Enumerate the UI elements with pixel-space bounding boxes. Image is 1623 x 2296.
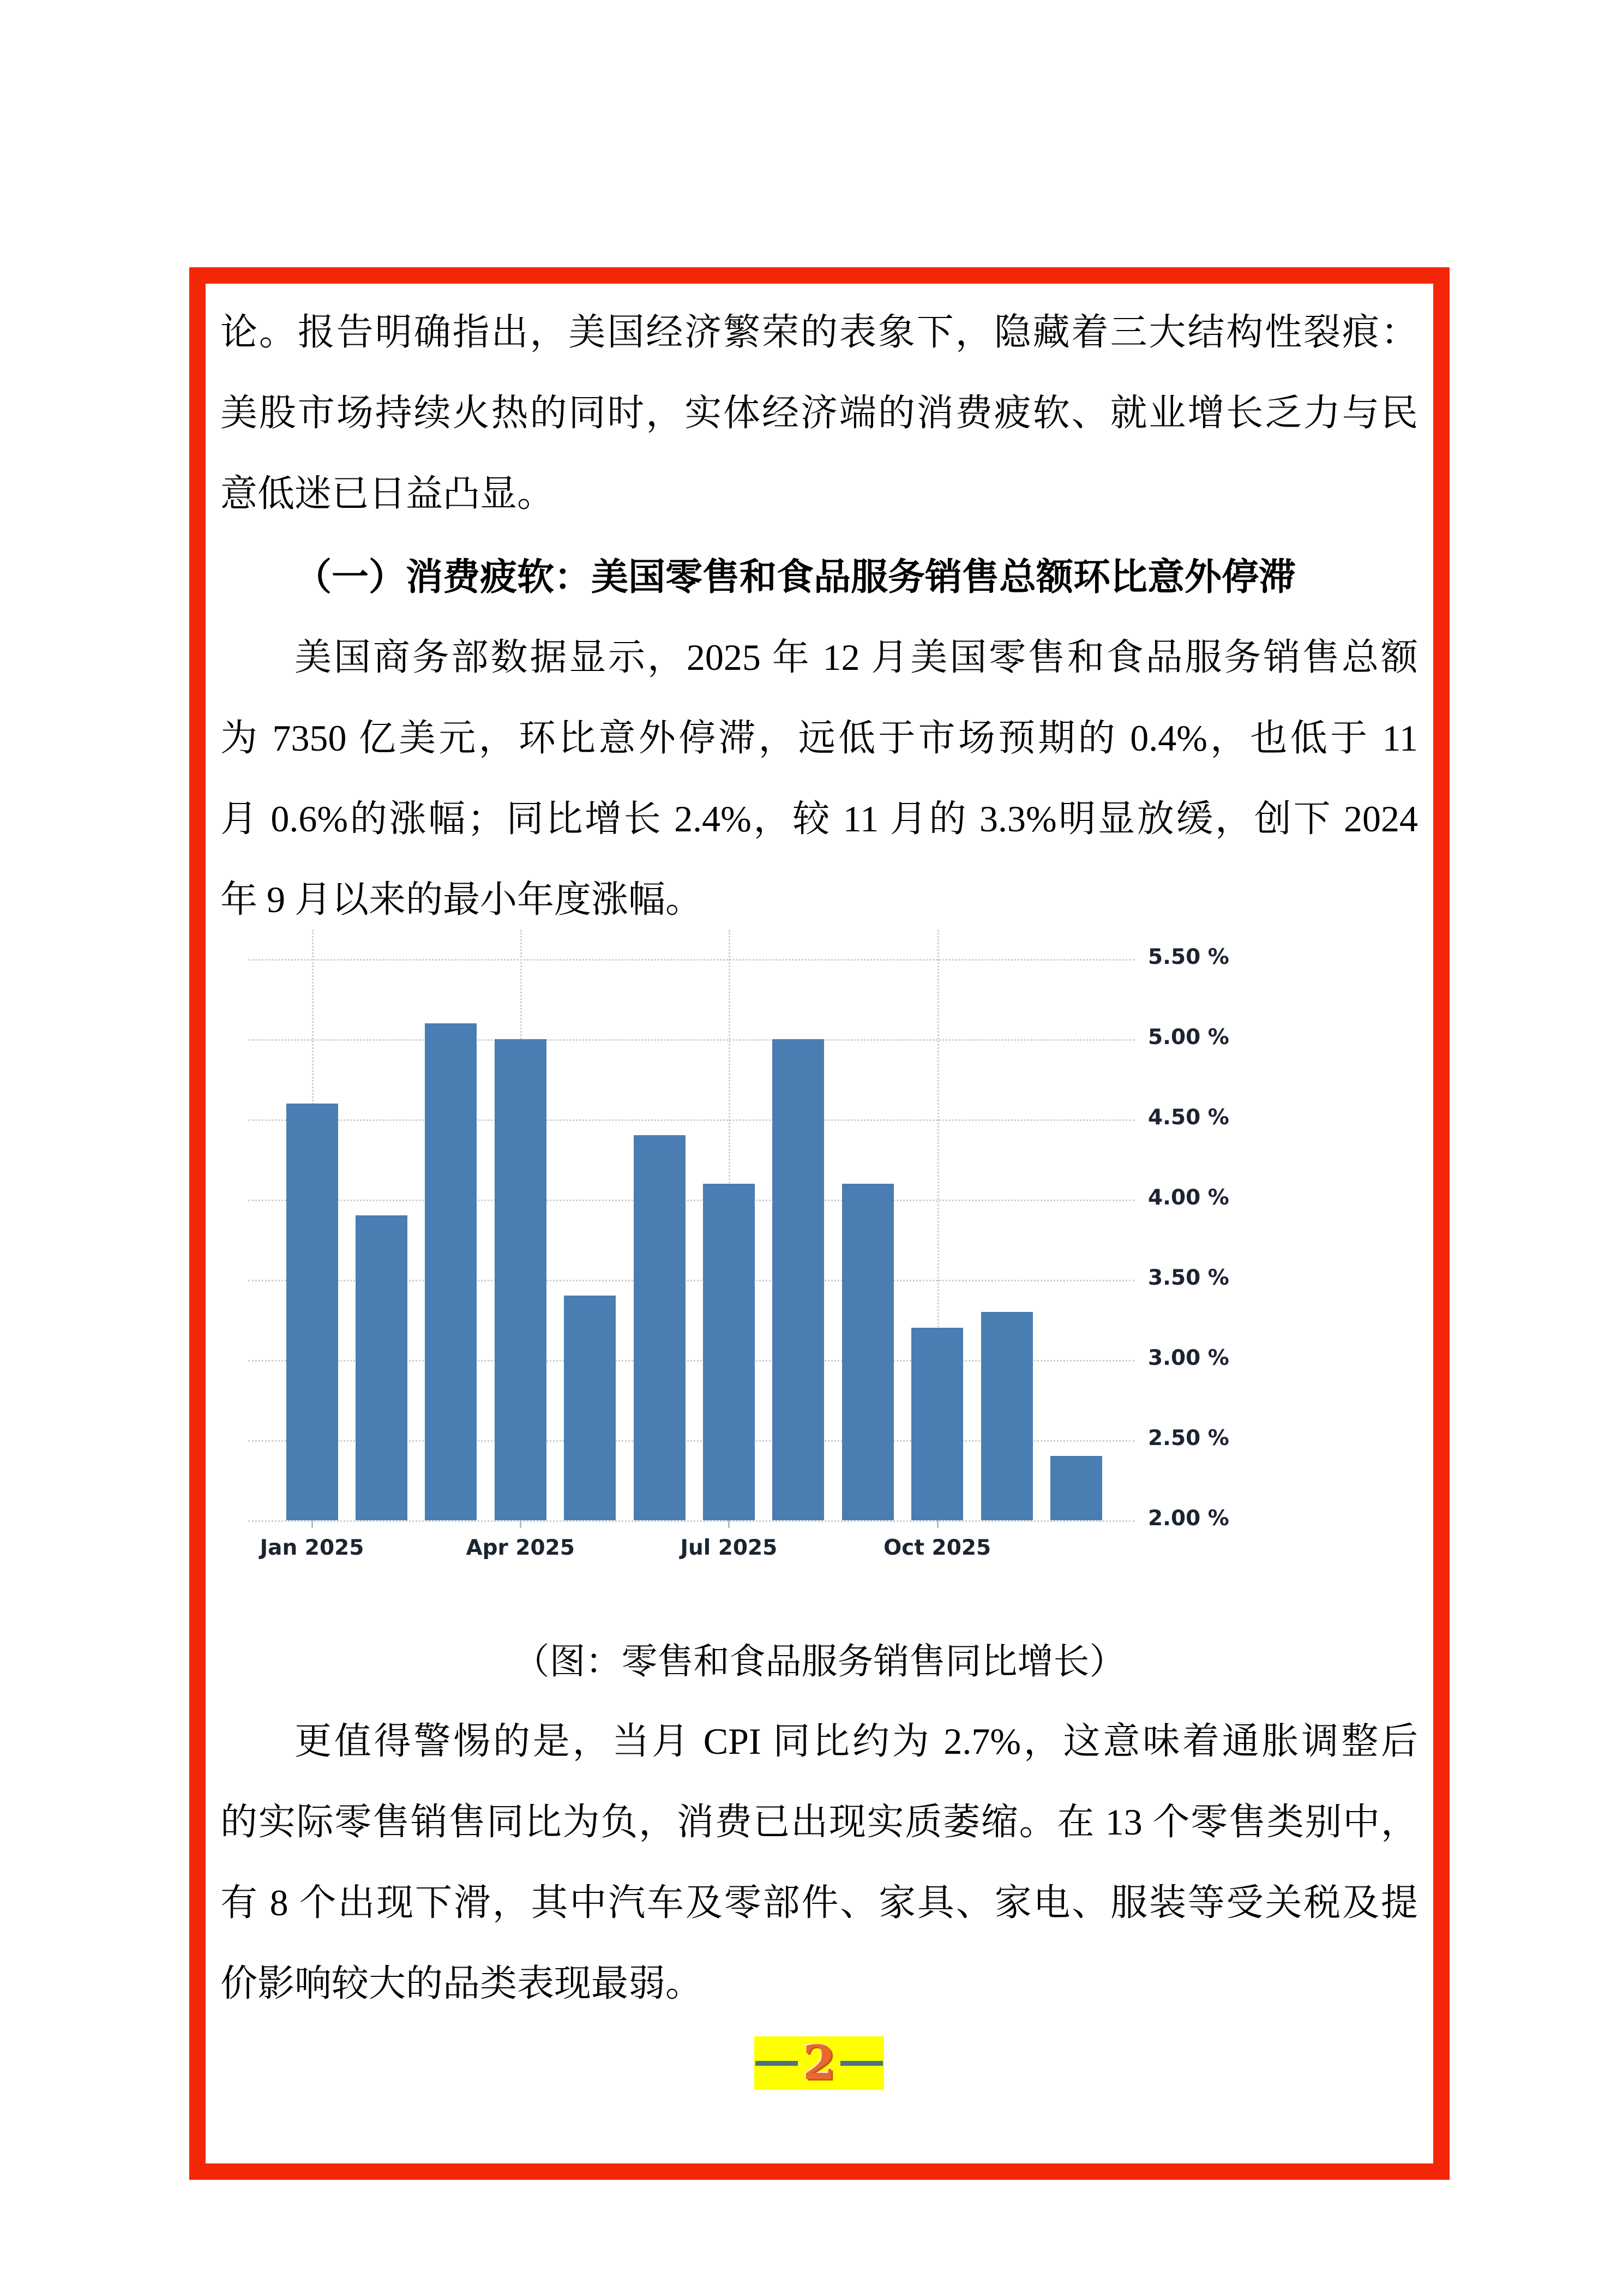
- y-axis-tick-label: 5.00 %: [1148, 1025, 1229, 1050]
- bar-Aug 2025: [772, 1039, 824, 1520]
- bar-Apr 2025: [495, 1039, 546, 1520]
- y-axis-tick-label: 4.50 %: [1148, 1105, 1229, 1130]
- paragraph-3-line-4: 价影响较大的品类表现最弱。: [220, 1963, 703, 2004]
- bar-Jan 2025: [286, 1104, 338, 1520]
- horizontal-gridline: [248, 959, 1134, 961]
- paragraph-2-line-4: 年 9 月以来的最小年度涨幅。: [220, 879, 703, 920]
- paragraph-2-line-2: 为 7350 亿美元，环比意外停滞，远低于市场预期的 0.4%，也低于 11: [220, 717, 1418, 759]
- bar-Jul 2025: [703, 1184, 755, 1520]
- x-axis-tick-label: Jul 2025: [680, 1536, 778, 1560]
- y-axis-tick-label: 2.50 %: [1148, 1426, 1229, 1450]
- y-axis-tick-label: 4.00 %: [1148, 1185, 1229, 1210]
- x-axis-tick-mark: [728, 1520, 730, 1528]
- bar-Dec 2025: [1050, 1456, 1102, 1520]
- paragraph-3-line-1: 更值得警惕的是，当月 CPI 同比约为 2.7%，这意味着通胀调整后: [294, 1720, 1418, 1762]
- y-axis-tick-label: 5.50 %: [1148, 945, 1229, 969]
- paragraph-1: [220, 292, 1418, 534]
- paragraph-2-line-1: 美国商务部数据显示，2025 年 12 月美国零售和食品服务销售总额: [294, 637, 1418, 678]
- bar-Oct 2025: [911, 1328, 963, 1520]
- x-axis-tick-label: Apr 2025: [466, 1536, 575, 1560]
- bar-Mar 2025: [425, 1023, 477, 1520]
- chart-plot-area: [248, 930, 1134, 1520]
- x-axis-tick-mark: [937, 1520, 939, 1528]
- y-axis-tick-label: 2.00 %: [1148, 1506, 1229, 1531]
- bar-May 2025: [564, 1296, 616, 1520]
- paragraph-2: [220, 617, 1418, 940]
- page-number: 2: [803, 2035, 835, 2090]
- horizontal-gridline: [248, 1200, 1134, 1201]
- retail-sales-yoy-bar-chart: [240, 927, 1238, 1579]
- horizontal-gridline: [248, 1039, 1134, 1041]
- bar-Sep 2025: [842, 1184, 894, 1520]
- paragraph-1-line-2: 美股市场持续火热的同时，实体经济端的消费疲软、就业增长乏力与民: [220, 392, 1418, 434]
- horizontal-gridline: [248, 1520, 1134, 1522]
- x-axis-tick-label: Jan 2025: [260, 1536, 364, 1560]
- paragraph-3: [220, 1701, 1418, 2024]
- page-number-right-dash: [840, 2061, 883, 2066]
- figure-caption: （图：零售和食品服务销售同比增长）: [513, 1642, 1126, 1682]
- paragraph-3-line-2: 的实际零售销售同比为负，消费已出现实质萎缩。在 13 个零售类别中，: [220, 1801, 1418, 1843]
- paragraph-1-line-3: 意低迷已日益凸显。: [220, 473, 555, 514]
- x-axis-tick-mark: [311, 1520, 313, 1528]
- page-number-highlight: [754, 2036, 884, 2090]
- paragraph-2-line-3: 月 0.6%的涨幅；同比增长 2.4%，较 11 月的 3.3%明显放缓，创下 2024: [220, 798, 1418, 840]
- x-axis-tick-mark: [520, 1520, 521, 1528]
- paragraph-3-line-3: 有 8 个出现下滑，其中汽车及零部件、家具、家电、服装等受关税及提: [220, 1882, 1418, 1923]
- horizontal-gridline: [248, 1119, 1134, 1121]
- x-axis-tick-label: Oct 2025: [883, 1536, 991, 1560]
- bar-Nov 2025: [981, 1312, 1033, 1520]
- bar-Feb 2025: [356, 1215, 407, 1520]
- paragraph-1-line-1: 论。报告明确指出，美国经济繁荣的表象下，隐藏着三大结构性裂痕：: [220, 311, 1418, 353]
- y-axis-tick-label: 3.00 %: [1148, 1346, 1229, 1370]
- bar-Jun 2025: [634, 1135, 686, 1520]
- section-heading: （一）消费疲软：美国零售和食品服务销售总额环比意外停滞: [294, 556, 1296, 598]
- y-axis-tick-label: 3.50 %: [1148, 1266, 1229, 1290]
